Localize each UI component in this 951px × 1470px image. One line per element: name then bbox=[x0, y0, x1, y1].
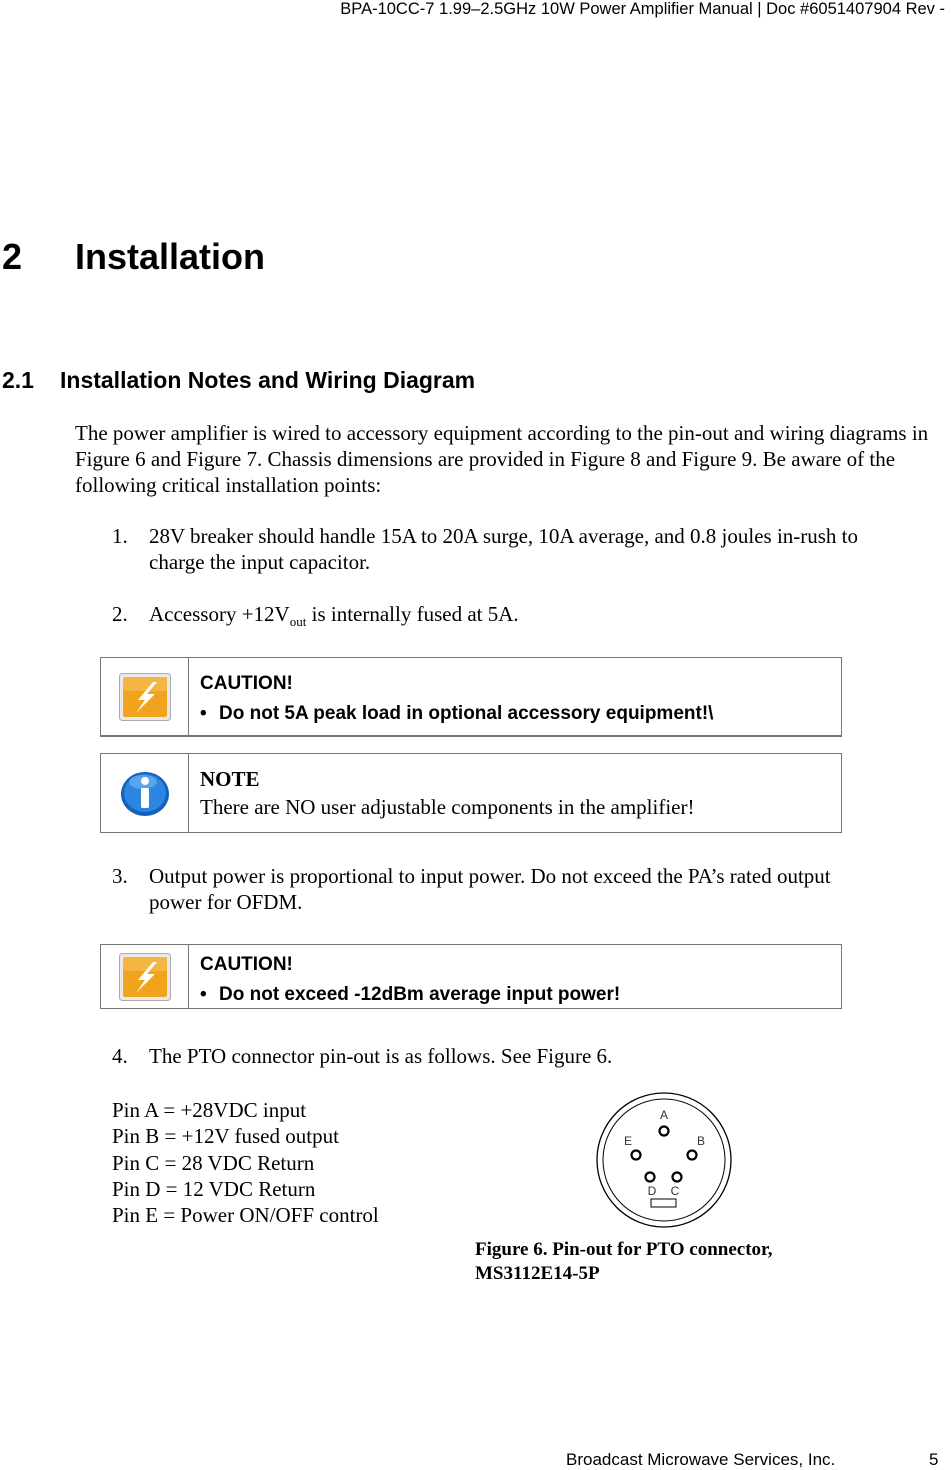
pin-d-label: D bbox=[647, 1184, 657, 1198]
section-number: 2.1 bbox=[2, 367, 34, 393]
pin-b-label: B bbox=[696, 1134, 706, 1148]
caution-item bbox=[200, 984, 620, 1006]
pin-c-label: C bbox=[670, 1184, 680, 1198]
pin-e-line: Pin E = Power ON/OFF control bbox=[112, 1203, 379, 1228]
footer-page-number: 5 bbox=[929, 1450, 939, 1469]
figure-caption-line: MS3112E14-5P bbox=[475, 1263, 600, 1284]
pin-d bbox=[646, 1173, 655, 1182]
list-item bbox=[112, 601, 942, 630]
list-item-line: power for OFDM. bbox=[149, 890, 303, 914]
list-item-line: 28V breaker should handle 15A to 20A surge, 10A average, and 0.8 joules in-rush to bbox=[149, 524, 859, 548]
caution-content bbox=[200, 673, 713, 725]
pin-e bbox=[632, 1151, 641, 1160]
list-item-text-post: is internally fused at 5A. bbox=[306, 602, 519, 626]
warning-lightning-icon bbox=[119, 673, 171, 721]
subscript-out: out bbox=[289, 614, 307, 630]
list-item-number: 2. bbox=[112, 602, 128, 626]
caution-title: CAUTION! bbox=[200, 954, 293, 975]
info-icon bbox=[119, 769, 171, 817]
caution-icon-cell bbox=[101, 945, 189, 1008]
caution-box bbox=[100, 657, 842, 737]
caution-content bbox=[200, 954, 620, 1006]
caution-item-text: Do not exceed -12dBm average input power! bbox=[219, 984, 621, 1005]
list-item-number: 3. bbox=[112, 864, 128, 888]
list-item-number: 1. bbox=[112, 524, 128, 548]
section-title: Installation Notes and Wiring Diagram bbox=[60, 367, 476, 393]
note-text: There are NO user adjustable components in the amplifier! bbox=[200, 795, 695, 819]
list-item bbox=[112, 1043, 942, 1069]
chapter-number: 2 bbox=[2, 236, 23, 277]
intro-paragraph: The power amplifier is wired to accessory equipment according to the pin-out and wiring diagrams in Figure 6 and Figure 7. Chassis dimensions are provided in Figure 8 and Figure 9. Be aware of the following critical installation points: bbox=[75, 421, 929, 497]
pin-a-label: A bbox=[659, 1108, 669, 1122]
figure-caption bbox=[475, 1238, 772, 1286]
footer-company: Broadcast Microwave Services, Inc. bbox=[566, 1450, 836, 1469]
note-content bbox=[200, 767, 694, 820]
caution-box bbox=[100, 944, 842, 1009]
list-item-text bbox=[149, 523, 858, 575]
note-icon-cell bbox=[101, 754, 189, 832]
list-item bbox=[112, 523, 942, 575]
figure-caption-line: Figure 6. Pin-out for PTO connector, bbox=[475, 1239, 773, 1260]
list-item-text bbox=[149, 863, 831, 915]
pin-a bbox=[660, 1127, 669, 1136]
bullet: • bbox=[200, 984, 207, 1005]
caution-item-text: Do not 5A peak load in optional accessory equipment!\ bbox=[219, 703, 714, 724]
caution-item bbox=[200, 703, 713, 725]
pin-c bbox=[673, 1173, 682, 1182]
pin-e-label: E bbox=[623, 1134, 633, 1148]
pto-connector-diagram bbox=[595, 1091, 733, 1229]
pin-c-line: Pin C = 28 VDC Return bbox=[112, 1150, 315, 1175]
list-item-line: Output power is proportional to input power. Do not exceed the PA’s rated output bbox=[149, 864, 831, 888]
caution-icon-cell bbox=[101, 658, 189, 735]
pin-b bbox=[688, 1151, 697, 1160]
list-item-line: charge the input capacitor. bbox=[149, 550, 371, 574]
pin-a-line: Pin A = +28VDC input bbox=[112, 1098, 307, 1122]
chapter-title: Installation bbox=[75, 236, 266, 277]
list-item-text-pre: Accessory +12V bbox=[149, 602, 290, 626]
page-header: BPA-10CC-7 1.99–2.5GHz 10W Power Amplifier Manual | Doc #6051407904 Rev - bbox=[340, 0, 945, 18]
warning-lightning-icon bbox=[119, 953, 171, 1001]
list-item-text: The PTO connector pin-out is as follows. See Figure 6. bbox=[149, 1044, 613, 1068]
note-title: NOTE bbox=[200, 767, 260, 791]
list-item-text bbox=[149, 601, 519, 635]
bullet: • bbox=[200, 703, 207, 724]
connector-key bbox=[651, 1199, 676, 1207]
pin-d-line: Pin D = 12 VDC Return bbox=[112, 1176, 316, 1201]
list-item-number: 4. bbox=[112, 1044, 128, 1068]
pin-list bbox=[112, 1097, 379, 1228]
list-item bbox=[112, 863, 942, 915]
pin-b-line: Pin B = +12V fused output bbox=[112, 1124, 339, 1149]
note-box bbox=[100, 753, 842, 833]
caution-title: CAUTION! bbox=[200, 673, 293, 694]
